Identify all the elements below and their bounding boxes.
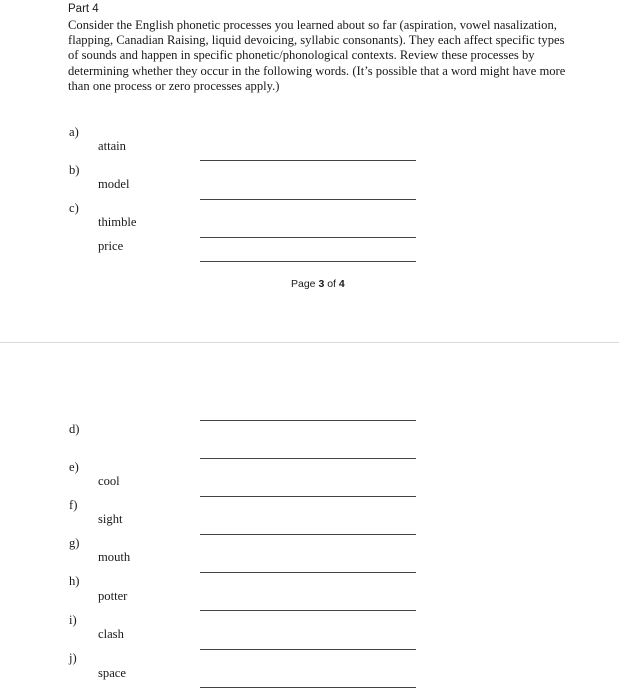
page-number — [291, 278, 345, 290]
item-letter-j: j) — [69, 651, 77, 665]
instructions-paragraph: Consider the English phonetic processes you learned about so far (aspiration, vowel nasalization, flapping, Canadian Raising, liquid devoicing, syllabic consonants). They each affect specific types of sounds and happen in specific phonetic/phonological contexts. Review these processes by determining whether they occur in the following words. (It’s possible that a word might have more than one process or zero processes apply.) — [68, 18, 566, 93]
word-thimble: thimble — [98, 215, 137, 229]
answer-line-j[interactable] — [200, 687, 416, 688]
answer-line-d[interactable] — [200, 458, 416, 459]
answer-line-h[interactable] — [200, 610, 416, 611]
page-current: 3 — [318, 278, 325, 290]
answer-line-b[interactable] — [200, 199, 416, 200]
word-model: model — [98, 177, 130, 191]
part-heading: Part 4 — [68, 3, 99, 15]
word-potter: potter — [98, 589, 128, 603]
word-attain: attain — [98, 139, 126, 153]
word-clash: clash — [98, 627, 124, 641]
item-letter-f: f) — [69, 498, 78, 512]
answer-line-f[interactable] — [200, 534, 416, 535]
page-label: Page — [291, 278, 316, 290]
word-sight: sight — [98, 512, 123, 526]
answer-line-g[interactable] — [200, 572, 416, 573]
answer-line-price[interactable] — [200, 261, 416, 262]
item-letter-g: g) — [69, 536, 80, 550]
word-price: price — [98, 239, 124, 253]
page-total: 4 — [338, 278, 345, 290]
word-mouth: mouth — [98, 550, 131, 564]
answer-line-a[interactable] — [200, 160, 416, 161]
item-letter-b: b) — [69, 163, 80, 177]
answer-line-e[interactable] — [200, 496, 416, 497]
answer-line-i[interactable] — [200, 649, 416, 650]
item-letter-c: c) — [69, 201, 79, 215]
item-letter-e: e) — [69, 460, 79, 474]
item-letter-a: a) — [69, 125, 79, 139]
word-space: space — [98, 666, 126, 680]
item-letter-h: h) — [69, 574, 80, 588]
word-cool: cool — [98, 474, 120, 488]
answer-line-c[interactable] — [200, 237, 416, 238]
item-letter-d: d) — [69, 422, 80, 436]
item-letter-i: i) — [69, 613, 77, 627]
answer-line-top[interactable] — [200, 420, 416, 421]
page-break-divider — [0, 342, 619, 343]
page-of: of — [327, 278, 336, 290]
